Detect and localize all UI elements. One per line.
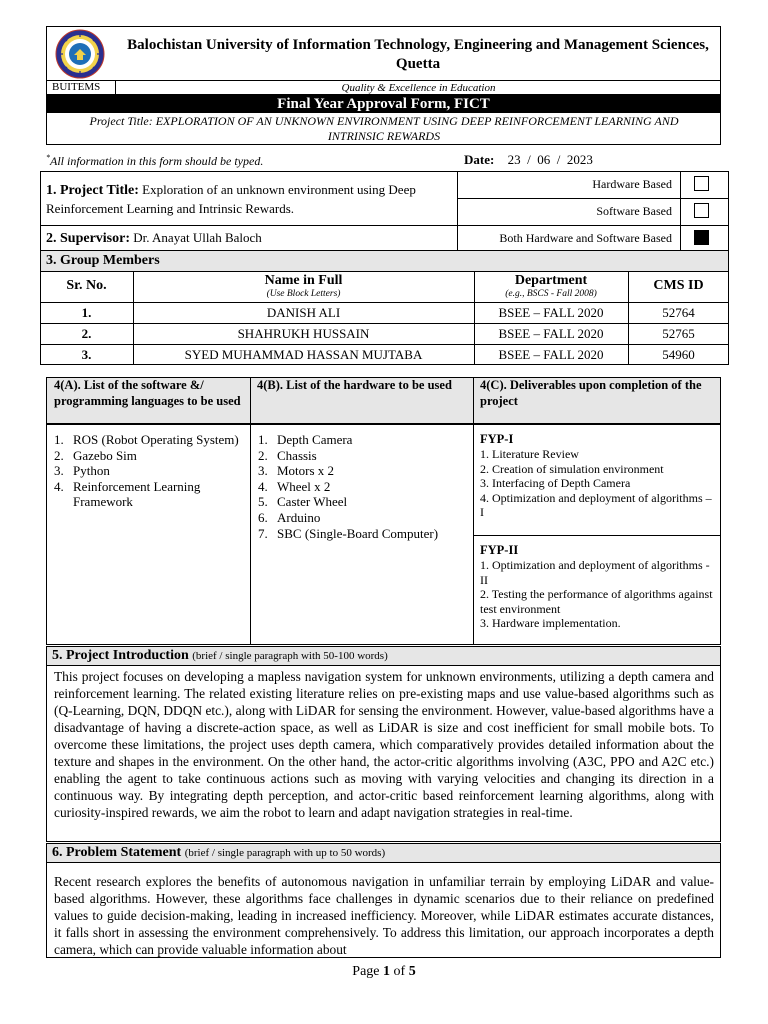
fyp2-deliverables: [480, 543, 716, 631]
deliverables-heading: 4(C). Deliverables upon completion of the project: [480, 378, 702, 408]
page-of-word: of: [393, 964, 406, 979]
item-text: ROS (Robot Operating System): [73, 432, 239, 447]
item-text: Chassis: [277, 447, 317, 463]
item-number: 6.: [258, 509, 268, 525]
date-day: 23: [507, 152, 521, 167]
date-month: 06: [537, 152, 551, 167]
fyp1-item: 3. Interfacing of Depth Camera: [480, 476, 631, 491]
university-logo: [54, 28, 106, 80]
list-item: [46, 479, 248, 510]
option-both-label: Both Hardware and Software Based: [499, 231, 672, 245]
list-item: [250, 494, 472, 510]
university-name: Balochistan University of Information Technology, Engineering and Management Sciences, Quetta: [127, 37, 709, 72]
col-header-department-hint: (e.g., BSCS - Fall 2008): [505, 289, 597, 299]
list-item: [46, 432, 248, 448]
list-item: [250, 463, 472, 479]
introduction-hint: (brief / single paragraph with 50-100 words): [192, 650, 388, 662]
notice-asterisk: *: [46, 153, 50, 162]
item-number: 3.: [54, 463, 64, 479]
option-software-checkbox[interactable]: [694, 203, 709, 218]
hardware-list-heading: 4(B). List of the hardware to be used: [257, 378, 452, 392]
item-text: SBC (Single-Board Computer): [277, 525, 439, 541]
project-title-field: [46, 181, 451, 218]
list-item: [46, 448, 248, 464]
item-text: Reinforcement Learning Framework: [73, 478, 201, 510]
list-item: [250, 510, 472, 526]
date-sep: /: [556, 152, 561, 167]
table-divider: [40, 302, 729, 303]
table-divider: [40, 225, 729, 226]
member-name: SHAHRUKH HUSSAIN: [237, 326, 370, 341]
notice-text: All information in this form should be typed.: [50, 154, 264, 168]
form-notice: [46, 153, 263, 169]
table-divider: [457, 171, 458, 251]
table-divider: [40, 344, 729, 345]
project-title-banner: Project Title: EXPLORATION OF AN UNKNOWN ENVIRONMENT USING DEEP REINFORCEMENT LEARNING AND INTRINSIC REWARDS: [89, 114, 679, 143]
problem-statement-heading: [46, 843, 721, 863]
fyp1-item: 2. Creation of simulation environment: [480, 461, 664, 476]
table-divider: [46, 424, 721, 425]
option-hardware-label: Hardware Based: [592, 177, 672, 191]
table-divider: [457, 198, 729, 199]
item-number: 4.: [258, 478, 268, 494]
fyp1-item: 1. Literature Review: [480, 447, 579, 461]
page-total: 5: [408, 964, 416, 979]
item-text: Python: [73, 463, 110, 479]
item-text: Motors x 2: [277, 463, 335, 479]
table-divider: [40, 323, 729, 324]
item-number: 2.: [258, 447, 268, 463]
software-list-heading: 4(A). List of the software &/ programming languages to be used: [54, 378, 241, 408]
item-number: 7.: [258, 525, 268, 541]
supervisor-value: Dr. Anayat Ullah Baloch: [133, 230, 262, 245]
table-divider: [680, 171, 681, 251]
member-name: SYED MUHAMMAD HASSAN MUJTABA: [184, 347, 423, 362]
member-sr: 1.: [81, 305, 92, 320]
item-number: 4.: [54, 478, 64, 494]
item-number: 5.: [258, 494, 268, 510]
item-text: Gazebo Sim: [73, 447, 137, 463]
item-number: 1.: [54, 432, 64, 447]
fyp2-item: 3. Hardware implementation.: [480, 616, 621, 631]
member-name: DANISH ALI: [266, 305, 341, 320]
motto: Quality & Excellence in Education: [341, 82, 496, 94]
fyp1-deliverables: [480, 432, 716, 520]
project-title-value: Exploration of an unknown environment using Deep Reinforcement Learning and Intrinsic Rewards.: [46, 182, 416, 216]
member-cms: 52764: [662, 305, 695, 320]
date-year: 2023: [566, 152, 593, 167]
col-header-name-hint: (Use Block Letters): [266, 289, 341, 299]
table-divider: [473, 535, 721, 536]
software-list: [46, 432, 248, 510]
option-both-checkbox[interactable]: [694, 230, 709, 245]
member-sr: 3.: [81, 347, 92, 362]
supervisor-label: 2. Supervisor:: [46, 231, 130, 246]
member-department: BSEE – FALL 2020: [498, 326, 604, 341]
problem-statement-hint: (brief / single paragraph with up to 50 words): [184, 847, 386, 859]
item-number: 1.: [258, 432, 268, 447]
group-members-heading: 3. Group Members: [40, 251, 729, 272]
list-item: [250, 448, 472, 464]
item-number: 2.: [54, 447, 64, 463]
item-number: 3.: [258, 463, 268, 479]
problem-statement-label: 6. Problem Statement: [52, 845, 182, 860]
introduction-text: This project focuses on developing a mapless navigation system for unknown environments, utilizing a depth camera and reinforcement learning. The related existing literature relies on pre-existing maps and use value-based algorithms such as (Q-Learning, DQN, DDQN etc.), along with LiDAR for sensing the environment. However, value-based algorithms have a disadvantage of having a discrete-action space, as well as LiDAR is size and cost inefficient for small mobile bots. To overcome these limitations, the project uses depth camera, which comparatively provides detailed information about the texture and shapes in the environment. On the other hand, the actor-critic algorithms involving (A3C, PPO and A2C etc.) enabling the agent to take continuous actions such as moving with varying velocities and changing its direction in a continuous way. By integrating depth perception, and actor-critic based reinforcement learning algorithms, along with curiosity-inspired rewards, we aim the robot to learn and adapt navigation strategies in real-time.: [54, 669, 714, 820]
option-software-label: Software Based: [596, 204, 672, 218]
col-header-sr: Sr. No.: [66, 278, 107, 293]
table-divider: [473, 377, 474, 645]
member-sr: 2.: [81, 326, 92, 341]
col-header-cms: CMS ID: [653, 278, 704, 293]
list-item: [250, 526, 472, 542]
fyp2-heading: FYP-II: [480, 543, 519, 557]
project-title-label: 1. Project Title:: [46, 183, 139, 198]
problem-statement-text: Recent research explores the benefits of autonomous navigation in unfamiliar terrain by employing LiDAR and value-based algorithms. However, these algorithms face challenges in dynamic scenarios due to their reliance on predefined values to guide decision-making, leading in increased inefficiency. Moreover, while LiDAR estimates accurate distances, it falls short in assessing the environment comprehensively. To address this limitation, our approach incorporates a depth camera, which can provide valuable information about: [54, 874, 714, 957]
date-label: Date:: [464, 152, 495, 167]
item-text: Depth Camera: [277, 432, 353, 447]
list-item: [250, 479, 472, 495]
form-title: Final Year Approval Form, FICT: [46, 95, 721, 113]
introduction-heading: [46, 646, 721, 666]
date-sep: /: [527, 152, 531, 167]
col-header-name: Name in Full: [264, 273, 343, 288]
item-text: Wheel x 2: [277, 478, 331, 494]
fyp2-item: 2. Testing the performance of algorithms against test environment: [480, 587, 713, 616]
date-field: [464, 152, 593, 168]
item-text: Arduino: [277, 509, 321, 525]
list-item: [250, 432, 472, 448]
supervisor-field: [46, 230, 262, 247]
member-department: BSEE – FALL 2020: [498, 347, 604, 362]
page-current: 1: [383, 964, 391, 979]
col-header-department: Department: [514, 273, 588, 288]
fyp1-heading: FYP-I: [480, 432, 514, 446]
fyp1-item: 4. Optimization and deployment of algorithms – I: [480, 490, 712, 520]
page-word: Page: [352, 964, 380, 979]
introduction-label: 5. Project Introduction: [52, 648, 189, 663]
fyp2-item: 1. Optimization and deployment of algorithms - II: [480, 558, 710, 587]
page-footer: [0, 964, 768, 980]
item-text: Caster Wheel: [277, 494, 348, 510]
option-hardware-checkbox[interactable]: [694, 176, 709, 191]
list-item: [46, 463, 248, 479]
member-cms: 54960: [662, 347, 695, 362]
hardware-list: [250, 432, 472, 541]
member-cms: 52765: [662, 326, 695, 341]
member-department: BSEE – FALL 2020: [498, 305, 604, 320]
institution-short-name: BUITEMS: [46, 81, 116, 95]
